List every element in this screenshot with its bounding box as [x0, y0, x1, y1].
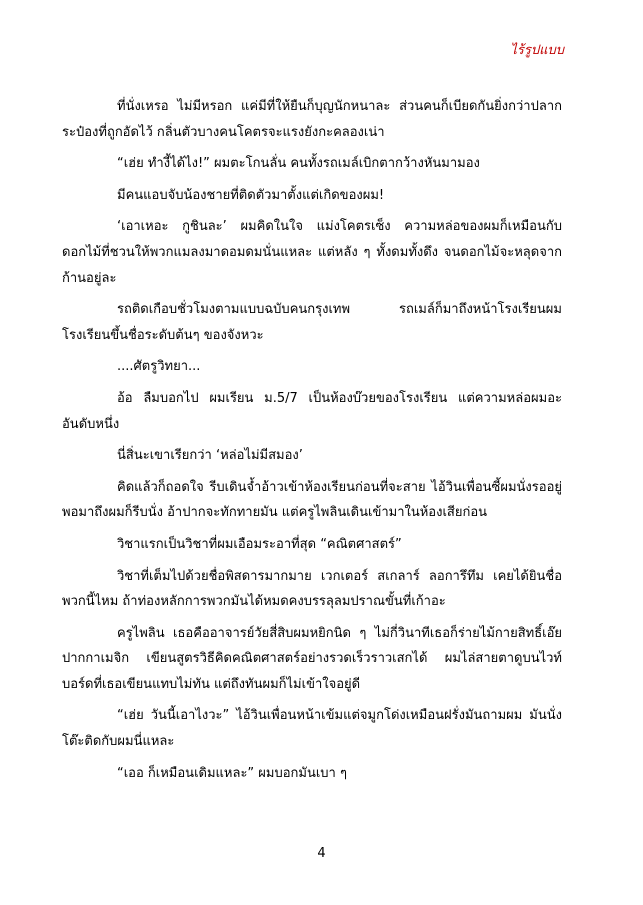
paragraph: “เฮ่ย ทำงี้ได้ไง!” ผมตะโกนลั่น คนทั้งรถเมล์เบิกตากว้างหันมามอง — [117, 156, 480, 172]
page-number: 4 — [317, 846, 326, 861]
paragraph: ครูไพลิน เธอคืออาจารย์วัยสี่สิบผมหยิกนิด ๆ ไม่กี่วินาทีเธอก็ร่ายไม้กายสิทธิ์เอ๊ย ปากกาเมจิก เขียนสูตรวิธีคิดคณิตศาสตร์อย่างรวดเร็วราวเสกได้ ผมไล่สายตาดูบนไวท์บอร์ดที่เธอเขียนแทบไม่ทัน แต่ถึงทันผมก็ไม่เข้าใจอยู่ดี — [62, 625, 562, 692]
paragraph: วิชาแรกเป็นวิชาที่ผมเอือมระอาที่สุด “คณิตศาสตร์” — [117, 536, 402, 552]
page-body — [62, 94, 562, 786]
paragraph: ....ศัตรูวิทยา... — [117, 359, 201, 375]
running-header: ไร้รูปแบบ — [510, 43, 564, 58]
paragraph: มีคนแอบจับน้องชายที่ติดตัวมาตั้งแต่เกิดของผม! — [117, 187, 385, 203]
paragraph: ‘เอาเหอะ กูชินละ’ ผมคิดในใจ แม่งโคตรเซ็ง ความหล่อของผมก็เหมือนกับดอกไม้ที่ชวนให้พวกแมลงมาดอมดมนั่นแหละ แต่หลัง ๆ ทั้งดมทั้งดึง จนดอกไม้จะหลุดจากก้านอยู่ละ — [62, 219, 562, 286]
paragraph: คิดแล้วก็ถอดใจ รีบเดินจ้ำอ้าวเข้าห้องเรียนก่อนที่จะสาย ไอ้วินเพื่อนซี้ผมนั่งรออยู่ พอมาถึงผมก็รีบนั่ง อ้าปากจะทักทายมัน แต่ครูไพลินเดินเข้ามาในห้องเสียก่อน — [62, 479, 562, 521]
paragraph: “เออ ก็เหมือนเดิมแหละ” ผมบอกมันเบา ๆ — [117, 765, 347, 781]
paragraph: นี่สิ่นะเขาเรียกว่า ‘หล่อไม่มีสมอง’ — [117, 448, 303, 464]
paragraph: วิชาที่เต็มไปด้วยชื่อพิสดารมากมาย เวกเตอร์ สเกลาร์ ลอการึทึม เคยได้ยินชื่อพวกนี้ไหม ถ้าท่องหลักการพวกมันได้หมดคงบรรลุลมปราณขั้นที่เก้าอะ — [62, 568, 562, 610]
paragraph: อ้อ ลืมบอกไป ผมเรียน ม.5/7 เป็นห้องบ๊วยของโรงเรียน แต่ความหล่อผมอะอันดับหนึ่ง — [62, 390, 562, 432]
paragraph: ที่นั่งเหรอ ไม่มีหรอก แค่มีที่ให้ยืนก็บุญนักหนาละ ส่วนคนก็เบียดกันยิ่งกว่าปลากระป๋องที่ถูกอัดไว้ กลิ่นตัวบางคนโคตรจะแรงยังกะคลองเน่า — [62, 99, 562, 140]
paragraph: “เฮ่ย วันนี้เอาไงวะ” ไอ้วินเพื่อนหน้าเข้มแต่จมูกโด่งเหมือนฝรั่งมันถามผม มันนั่งโต๊ะติดกับผมนี่แหละ — [62, 708, 562, 750]
paragraph: รถติดเกือบชั่วโมงตามแบบฉบับคนกรุงเทพ รถเมล์ก็มาถึงหน้าโรงเรียนผม โรงเรียนขึ้นชื่อระดับต้นๆ ของจังหวะ — [62, 302, 562, 343]
